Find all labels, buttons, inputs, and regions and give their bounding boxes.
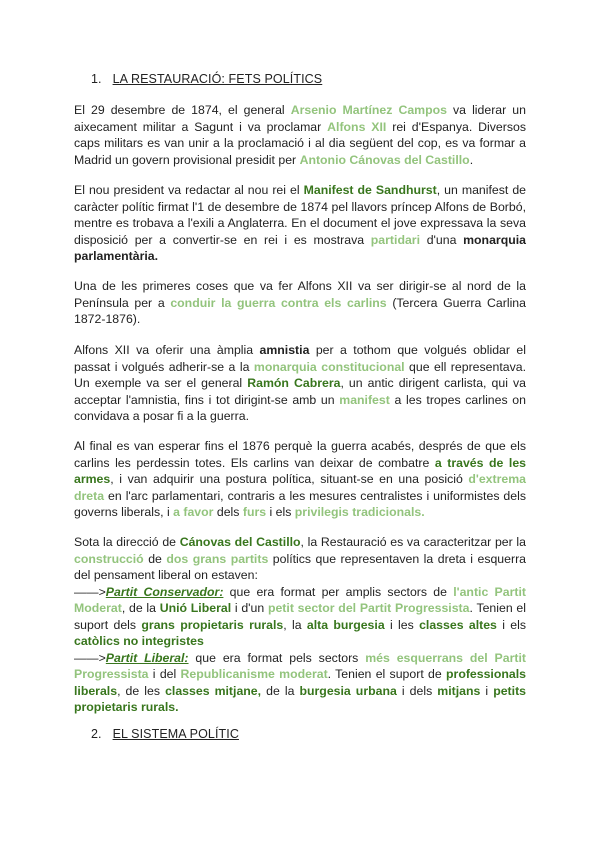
text-run: d'una [420, 232, 464, 247]
party-description [74, 651, 526, 715]
highlighted-term: burgesia urbana [299, 683, 397, 698]
text-run: i els [266, 505, 295, 519]
highlighted-term: construcció [74, 551, 144, 566]
heading-1 [91, 72, 322, 86]
highlighted-term: catòlics no integristes [74, 634, 204, 648]
party-name: Partit Liberal: [105, 650, 189, 665]
text-run: Alfons XII va oferir una àmplia [74, 343, 260, 357]
text-run: en l'arc parlamentari, contraris a les mesures centralistes i uniformistes dels governs liberals, i [74, 488, 526, 519]
heading-1-title: LA RESTAURACIÓ: FETS POLÍTICS [112, 72, 323, 86]
text-run: i les [384, 617, 420, 632]
highlighted-term: professionals liberals [74, 667, 526, 698]
text-run: Una de les primeres coses que va fer Alfons XII va ser dirigir-se al nord de la Península per a [74, 279, 526, 310]
highlighted-term: dos grans partits [166, 551, 269, 566]
text-run: i els [496, 617, 526, 632]
highlighted-term: petits propietaris rurals. [74, 683, 526, 714]
highlighted-term: Arsenio Martínez Campos [290, 103, 447, 117]
highlighted-term: classes altes [419, 617, 497, 632]
paragraph-restauracio-proclamacio [74, 102, 526, 168]
highlighted-term: partidari [370, 232, 420, 247]
text-run: , la Restauració es va caracteritzar per la [300, 535, 526, 549]
text-run: . Tenien el suport de [327, 667, 447, 681]
highlighted-term: conduir la guerra contra els carlins [170, 295, 387, 310]
highlighted-term: Cánovas del Castillo [179, 535, 301, 549]
text-run: de la [261, 683, 300, 698]
highlighted-term: mitjans [437, 683, 481, 698]
heading-2-title: EL SISTEMA POLÍTIC [112, 727, 239, 741]
text-run: , de la [121, 601, 160, 615]
highlighted-term: Alfons XII [327, 119, 387, 134]
text-run: ——> [74, 584, 106, 599]
highlighted-term: Antonio Cánovas del Castillo [299, 152, 470, 167]
text-run: de [143, 551, 167, 566]
text-run: dels [213, 505, 243, 519]
highlighted-term: Ramón Cabrera [247, 376, 341, 390]
text-run: i d'un [231, 601, 268, 615]
paragraph-dos-partits [74, 534, 526, 716]
highlighted-term: Manifest de Sandhurst [303, 183, 437, 197]
party-description [74, 585, 526, 649]
text-run: ——> [74, 650, 106, 665]
highlighted-term: a favor [173, 505, 214, 519]
text-run: que ell representava. Un exemple va ser el general [74, 359, 526, 390]
highlighted-term: més esquerrans del Partit Progressista [74, 650, 526, 681]
text-run: El nou president va redactar al nou rei el [74, 183, 304, 197]
text-run: i dels [396, 683, 438, 698]
highlighted-term: furs [242, 505, 267, 519]
text-run: El 29 desembre de 1874, el general [74, 103, 291, 117]
highlighted-term: d'extrema dreta [74, 472, 526, 503]
party-name: Partit Conservador: [105, 584, 224, 599]
paragraph-guerra-carlins [74, 278, 526, 328]
text-run: . [469, 152, 474, 167]
highlighted-term: grans propietaris rurals [141, 617, 284, 632]
highlighted-term: Unió Liberal [159, 601, 232, 615]
text-run: , un antic dirigent carlista, qui va acceptar l'amnistia, fins i tot dirigint-se amb un [74, 376, 526, 407]
highlighted-term: privilegis tradicionals. [294, 505, 425, 519]
paragraph-manifest-sandhurst [74, 182, 526, 265]
text-run: , la [283, 617, 307, 632]
text-run: per a tothom que volgués oblidar el passat i volgués adherir-se a la [74, 343, 526, 374]
heading-2-number: 2. [91, 727, 102, 741]
text-run: polítics que representaven la dreta i esquerra del pensament liberal on estaven: [74, 551, 527, 582]
highlighted-term: manifest [339, 392, 390, 407]
highlighted-term: Republicanisme moderat [180, 667, 328, 681]
text-run: va liderar un aixecament militar a Sagunt i va proclamar [74, 103, 526, 134]
highlighted-term: monarquia constitucional [253, 359, 405, 374]
highlighted-term: classes mitjane, [165, 683, 262, 698]
text-run: rei d'Espanya. Diversos caps militars es van unir a la proclamació i al dia següent del cop, es va formar a Madrid un govern provisional presidit per [74, 119, 526, 167]
text-run: , de les [117, 683, 166, 698]
text-run: que era format per amplis sectors de [223, 584, 454, 599]
highlighted-term: amnistia [259, 343, 310, 357]
highlighted-term: alta burgesia [306, 617, 385, 632]
text-run: (Tercera Guerra Carlina 1872-1876). [74, 295, 526, 326]
text-run: Al final es van esperar fins el 1876 perquè la guerra acabés, després de que els carlins les perdessin totes. Els carlins van deixar de combatre [74, 439, 526, 470]
heading-1-number: 1. [91, 72, 102, 86]
text-run: i [480, 683, 494, 698]
paragraph-fi-guerra [74, 438, 526, 521]
heading-2 [91, 727, 239, 741]
highlighted-term: a través de les armes [74, 455, 526, 486]
highlighted-term: monarquia parlamentària. [74, 232, 526, 263]
text-run: a les tropes carlines on convidava a posar fi a la guerra. [74, 392, 526, 423]
highlighted-term: petit sector del Partit Progressista [267, 601, 470, 615]
paragraph-amnistia [74, 342, 526, 425]
text-run: , i van adquirir una postura política, situant-se en una posició [110, 472, 469, 486]
text-run: i del [148, 667, 181, 681]
text-run: que era format pels sectors [188, 650, 366, 665]
text-run: , un manifest de caràcter polític firmat l'1 de desembre de 1874 pel llavors príncep Alfons de Borbó, mentre es trobava a l'exili a Anglaterra. En el document el jove expressava la seva disposició per a convertir-se en rei i es mostrava [74, 183, 526, 247]
text-run: . Tenien el suport dels [74, 601, 526, 632]
text-run: Sota la direcció de [74, 535, 180, 549]
highlighted-term: l'antic Partit Moderat [74, 584, 526, 615]
